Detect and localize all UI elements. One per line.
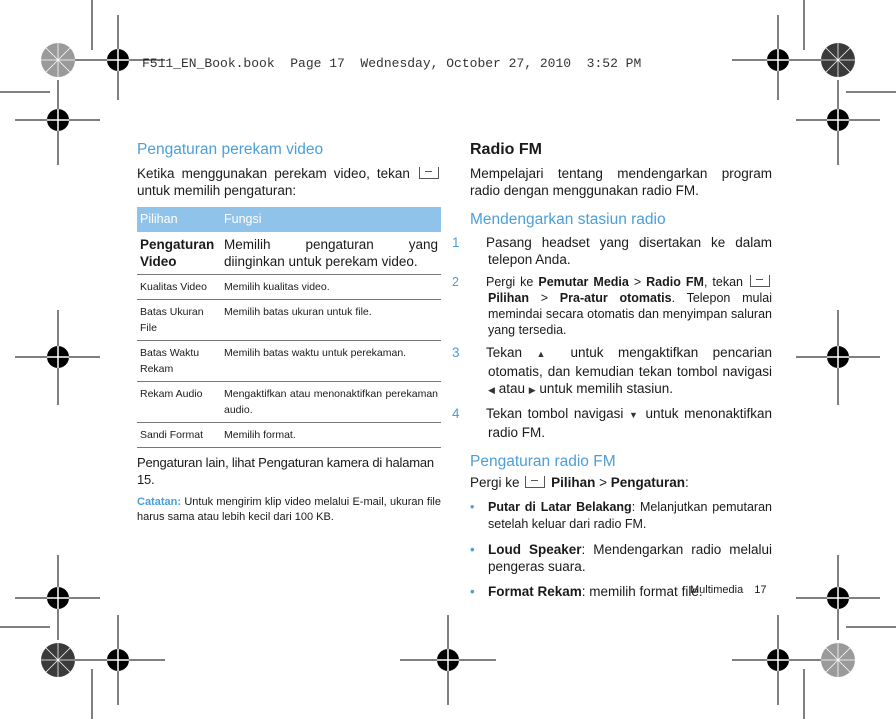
left-column <box>137 141 441 525</box>
nav-down-icon: ▼ <box>629 410 640 420</box>
note-text: Untuk mengirim klip video melalui E-mail, ukuran file harus sama atau lebih kecil dari 100 KB. <box>137 496 441 523</box>
nav-right-icon: ▶ <box>528 385 536 395</box>
left-softkey-icon <box>750 275 770 287</box>
left-softkey-icon <box>525 476 545 488</box>
footer-section: Multimedia <box>690 584 744 596</box>
note <box>137 495 441 525</box>
table-row: Batas Ukuran File Memilih batas ukuran untuk file. <box>137 300 441 341</box>
list-item: 4 Tekan tombol navigasi ▼ untuk menonaktifkan radio FM. <box>452 406 772 440</box>
table-row: Rekam Audio Mengaktifkan atau menonaktifkan perekaman audio. <box>137 382 441 423</box>
fm-settings-path: Pergi ke Pilihan > Pengaturan: <box>470 475 689 490</box>
list-item: 2 Pergi ke Pemutar Media > Radio FM, tekan Pilihan > Pra-atur otomatis. Telepon mulai memindai secara otomatis dan menyimpan saluran yang tersedia. <box>452 275 772 337</box>
page-number: 17 <box>754 584 767 596</box>
radio-title: Radio FM <box>470 141 542 158</box>
bullet-icon: • <box>470 500 475 514</box>
nav-left-icon: ◀ <box>488 385 495 395</box>
other-settings-ref: Pengaturan lain, lihat Pengaturan kamera di halaman 15. <box>137 455 434 487</box>
table-row: Pengaturan Video Memilih pengaturan yang diinginkan untuk perekam video. <box>137 232 441 275</box>
fm-settings-heading: Pengaturan radio FM <box>470 453 616 470</box>
bullet-icon: • <box>470 542 475 557</box>
list-item: • Putar di Latar Belakang: Melanjutkan pemutaran setelah keluar dari radio FM. <box>470 500 772 531</box>
page-footer <box>690 584 767 596</box>
listen-heading: Mendengarkan stasiun radio <box>470 211 666 228</box>
left-softkey-icon <box>419 167 439 179</box>
options-table <box>137 207 441 448</box>
list-item: • Loud Speaker: Mendengarkan radio melalui pengeras suara. <box>470 542 772 574</box>
radio-intro: Mempelajari tentang mendengarkan program radio dengan menggunakan radio FM. <box>470 166 772 198</box>
video-settings-heading: Pengaturan perekam video <box>137 141 324 158</box>
right-column <box>452 141 772 608</box>
table-header-function: Fungsi <box>221 207 441 232</box>
bullet-icon: • <box>470 584 475 599</box>
list-item: • Format Rekam: memilih format file. <box>470 584 703 599</box>
nav-up-icon: ▲ <box>536 349 557 359</box>
table-header-option: Pilihan <box>137 207 221 232</box>
table-row: Batas Waktu Rekam Memilih batas waktu untuk perekaman. <box>137 341 441 382</box>
table-row: Kualitas Video Memilih kualitas video. <box>137 275 441 300</box>
steps-list <box>452 234 772 441</box>
table-row: Sandi Format Memilih format. <box>137 423 441 448</box>
list-item: 1 Pasang headset yang disertakan ke dalam telepon Anda. <box>452 235 772 267</box>
list-item: 3 Tekan ▲ untuk mengaktifkan pencarian otomatis, dan kemudian tekan tombol navigasi ◀ atau ▶ untuk memilih stasiun. <box>452 345 772 396</box>
video-intro: Ketika menggunakan perekam video, tekan untuk memilih pengaturan: <box>137 165 441 199</box>
note-label: Catatan: <box>137 496 182 508</box>
print-header: F511_EN_Book.book Page 17 Wednesday, October 27, 2010 3:52 PM <box>142 56 642 71</box>
